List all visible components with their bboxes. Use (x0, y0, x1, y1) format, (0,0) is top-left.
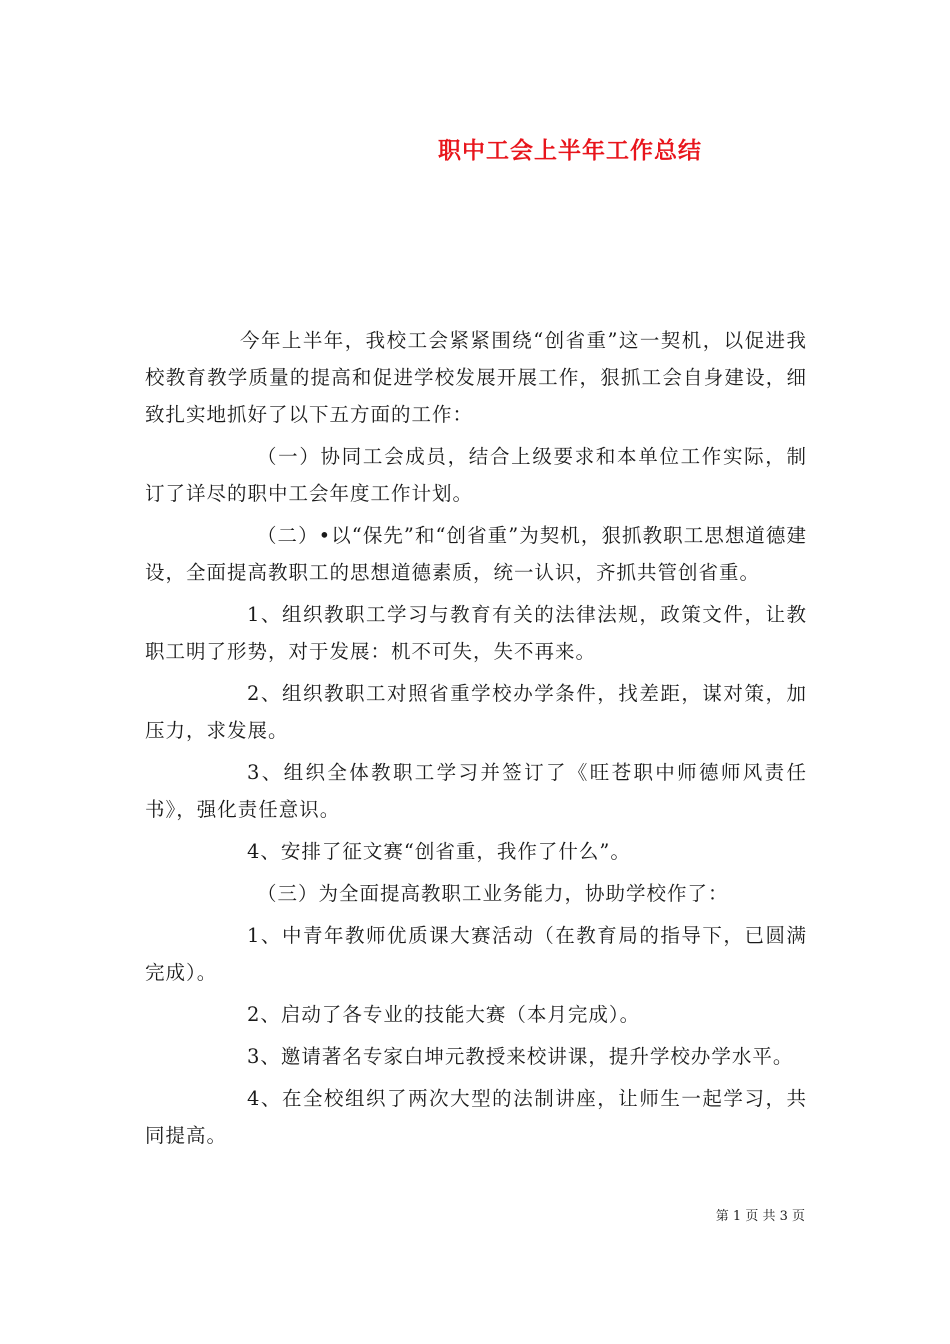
paragraph-intro: 今年上半年，我校工会紧紧围绕“创省重”这一契机，以促进我校教育教学质量的提高和促进学校发展开展工作，狠抓工会自身建设，细致扎实地抓好了以下五方面的工作： (145, 329, 807, 426)
paragraph-section-1: （一）协同工会成员，结合上级要求和本单位工作实际，制订了详尽的职中工会年度工作计划。 (145, 445, 807, 505)
page-title: 职中工会上半年工作总结 (438, 137, 702, 164)
page-number: 第 1 页 共 3 页 (715, 1209, 805, 1224)
document-body (145, 322, 807, 1159)
paragraph-item: 1、组织教职工学习与教育有关的法律法规，政策文件，让教职工明了形势，对于发展：机不可失，失不再来。 (145, 603, 807, 663)
paragraph-item: 2、启动了各专业的技能大赛（本月完成）。 (247, 1003, 641, 1026)
paragraph-item: 4、安排了征文赛“创省重，我作了什么”。 (247, 840, 631, 863)
paragraph-item: 1、中青年教师优质课大赛活动（在教育局的指导下，已圆满完成）。 (145, 924, 807, 984)
paragraph-item: 4、在全校组织了两次大型的法制讲座，让师生一起学习，共同提高。 (145, 1087, 807, 1147)
paragraph-section-3: （三）为全面提高教职工业务能力，协助学校作了： (257, 882, 729, 905)
paragraph-item: 2、组织教职工对照省重学校办学条件，找差距，谋对策，加压力，求发展。 (145, 682, 807, 742)
paragraph-section-2: （二）•以“保先”和“创省重”为契机，狠抓教职工思想道德建设，全面提高教职工的思想道德素质，统一认识，齐抓共管创省重。 (145, 524, 807, 584)
paragraph-item: 3、组织全体教职工学习并签订了《旺苍职中师德师风责任书》，强化责任意识。 (145, 761, 807, 821)
paragraph-item: 3、邀请著名专家白坤元教授来校讲课，提升学校办学水平。 (247, 1045, 794, 1068)
